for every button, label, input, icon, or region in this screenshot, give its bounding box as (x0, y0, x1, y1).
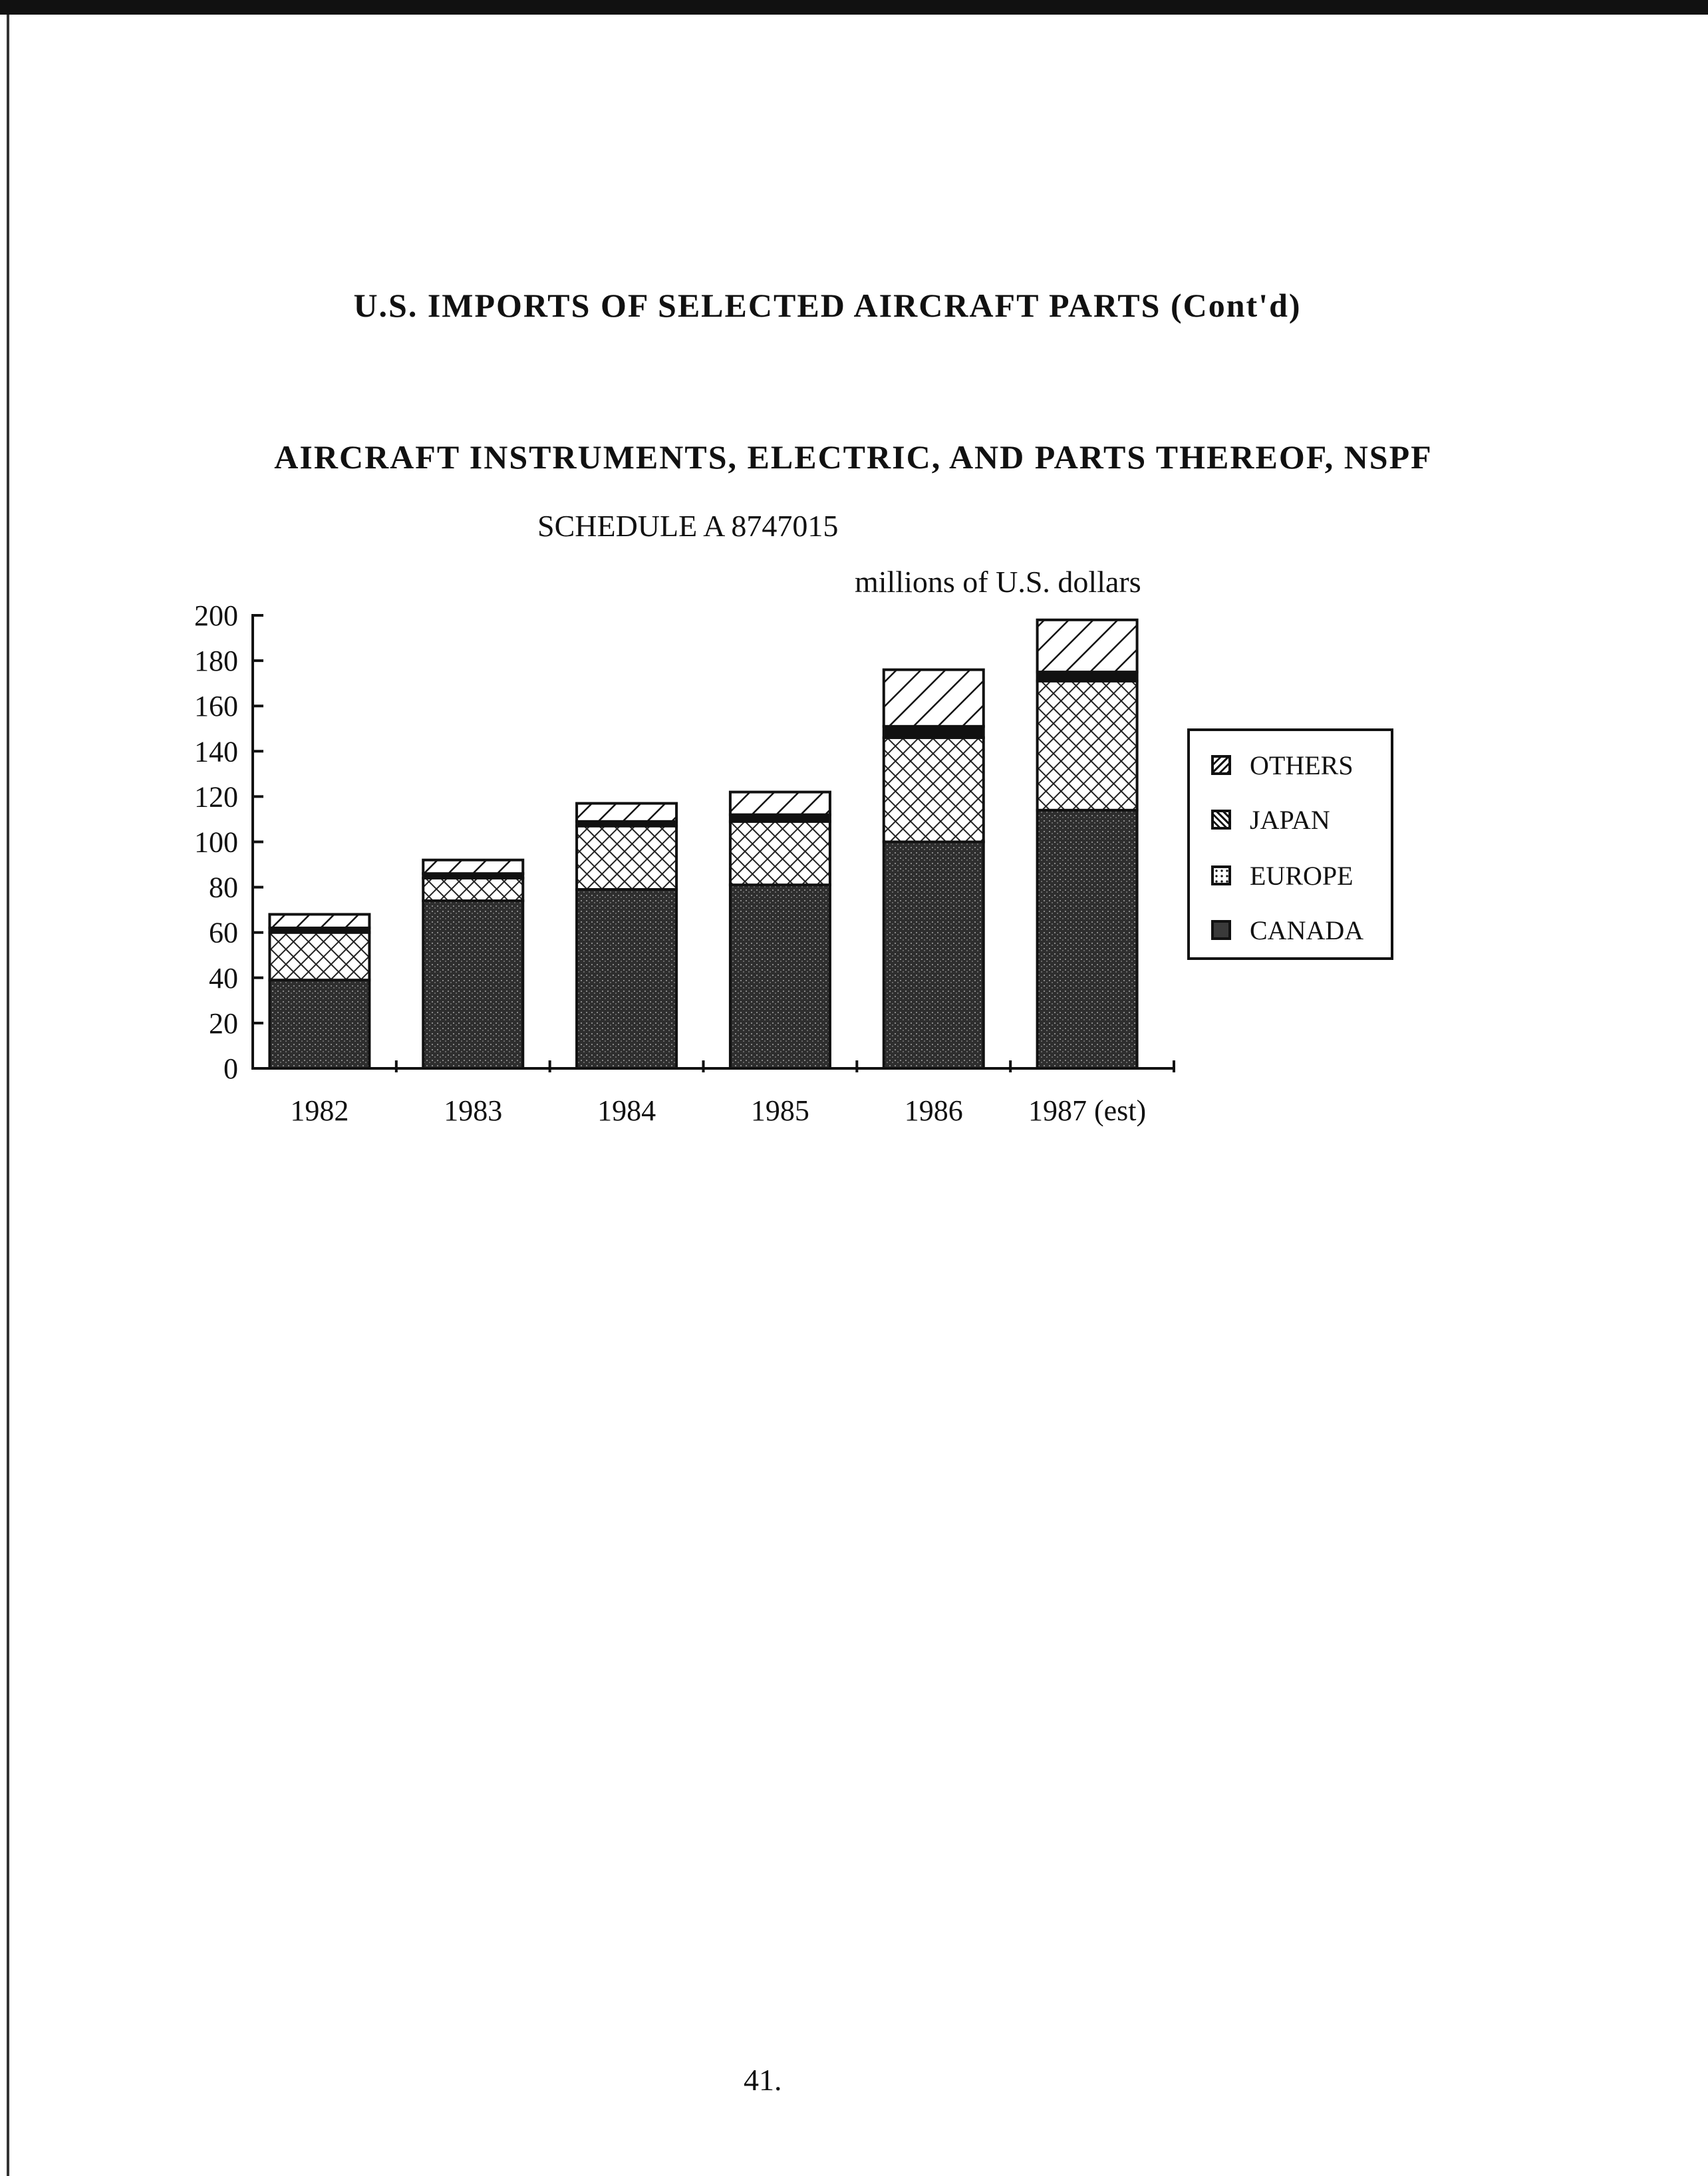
legend-label: CANADA (1250, 915, 1364, 945)
bar-canada-1984 (577, 889, 676, 1068)
units-label: millions of U.S. dollars (855, 565, 1141, 599)
chart-subtitle: SCHEDULE A 8747015 (537, 509, 839, 543)
x-tick-label: 1987 (est) (1028, 1094, 1147, 1127)
japan-swatch-icon (1211, 810, 1231, 830)
y-tick-label: 200 (194, 599, 238, 632)
bar-europe-1984 (577, 826, 676, 889)
x-tick-label: 1986 (904, 1094, 963, 1127)
page-number: 41. (744, 2063, 782, 2097)
x-tick-label: 1985 (750, 1094, 809, 1127)
bar-canada-1986 (884, 842, 984, 1069)
legend-label: OTHERS (1250, 750, 1353, 780)
bar-others-1984 (577, 804, 676, 822)
legend-item-canada (1211, 913, 1363, 947)
canada-swatch-icon (1211, 920, 1231, 940)
y-tick-label: 180 (194, 645, 238, 678)
legend-item-others (1211, 748, 1353, 782)
bar-europe-1986 (884, 738, 984, 842)
bar-japan-1986 (884, 726, 984, 738)
bar-others-1982 (269, 914, 369, 927)
y-tick-label: 80 (209, 871, 238, 904)
chart-legend (1187, 728, 1393, 960)
bar-canada-1987est (1038, 810, 1137, 1068)
bar-europe-1987est (1038, 681, 1137, 810)
chart-title: AIRCRAFT INSTRUMENTS, ELECTRIC, AND PARTS THEREOF, NSPF (274, 438, 1433, 476)
legend-item-japan (1211, 803, 1330, 836)
bar-others-1985 (730, 792, 830, 815)
others-swatch-icon (1211, 755, 1231, 775)
bar-others-1986 (884, 670, 984, 726)
bar-canada-1983 (423, 901, 523, 1068)
page-title: U.S. IMPORTS OF SELECTED AIRCRAFT PARTS (Cont'd) (353, 287, 1302, 324)
x-tick-label: 1983 (444, 1094, 503, 1127)
bar-japan-1987est (1038, 672, 1137, 681)
y-tick-label: 160 (194, 690, 238, 723)
y-tick-label: 60 (209, 916, 238, 949)
bar-europe-1985 (730, 822, 830, 885)
bar-canada-1982 (269, 980, 369, 1068)
y-tick-label: 0 (223, 1052, 238, 1085)
bar-europe-1982 (269, 933, 369, 981)
legend-item-europe (1211, 859, 1353, 892)
y-tick-label: 20 (209, 1007, 238, 1040)
bar-europe-1983 (423, 878, 523, 901)
y-tick-label: 100 (194, 826, 238, 859)
legend-label: JAPAN (1250, 804, 1330, 835)
y-tick-label: 40 (209, 961, 238, 995)
legend-label: EUROPE (1250, 860, 1353, 891)
x-tick-label: 1984 (597, 1094, 656, 1127)
x-tick-label: 1982 (290, 1094, 349, 1127)
bar-others-1987est (1038, 620, 1137, 672)
y-tick-label: 120 (194, 780, 238, 814)
y-tick-label: 140 (194, 735, 238, 768)
bar-others-1983 (423, 860, 523, 873)
europe-swatch-icon (1211, 865, 1231, 885)
bar-canada-1985 (730, 885, 830, 1068)
